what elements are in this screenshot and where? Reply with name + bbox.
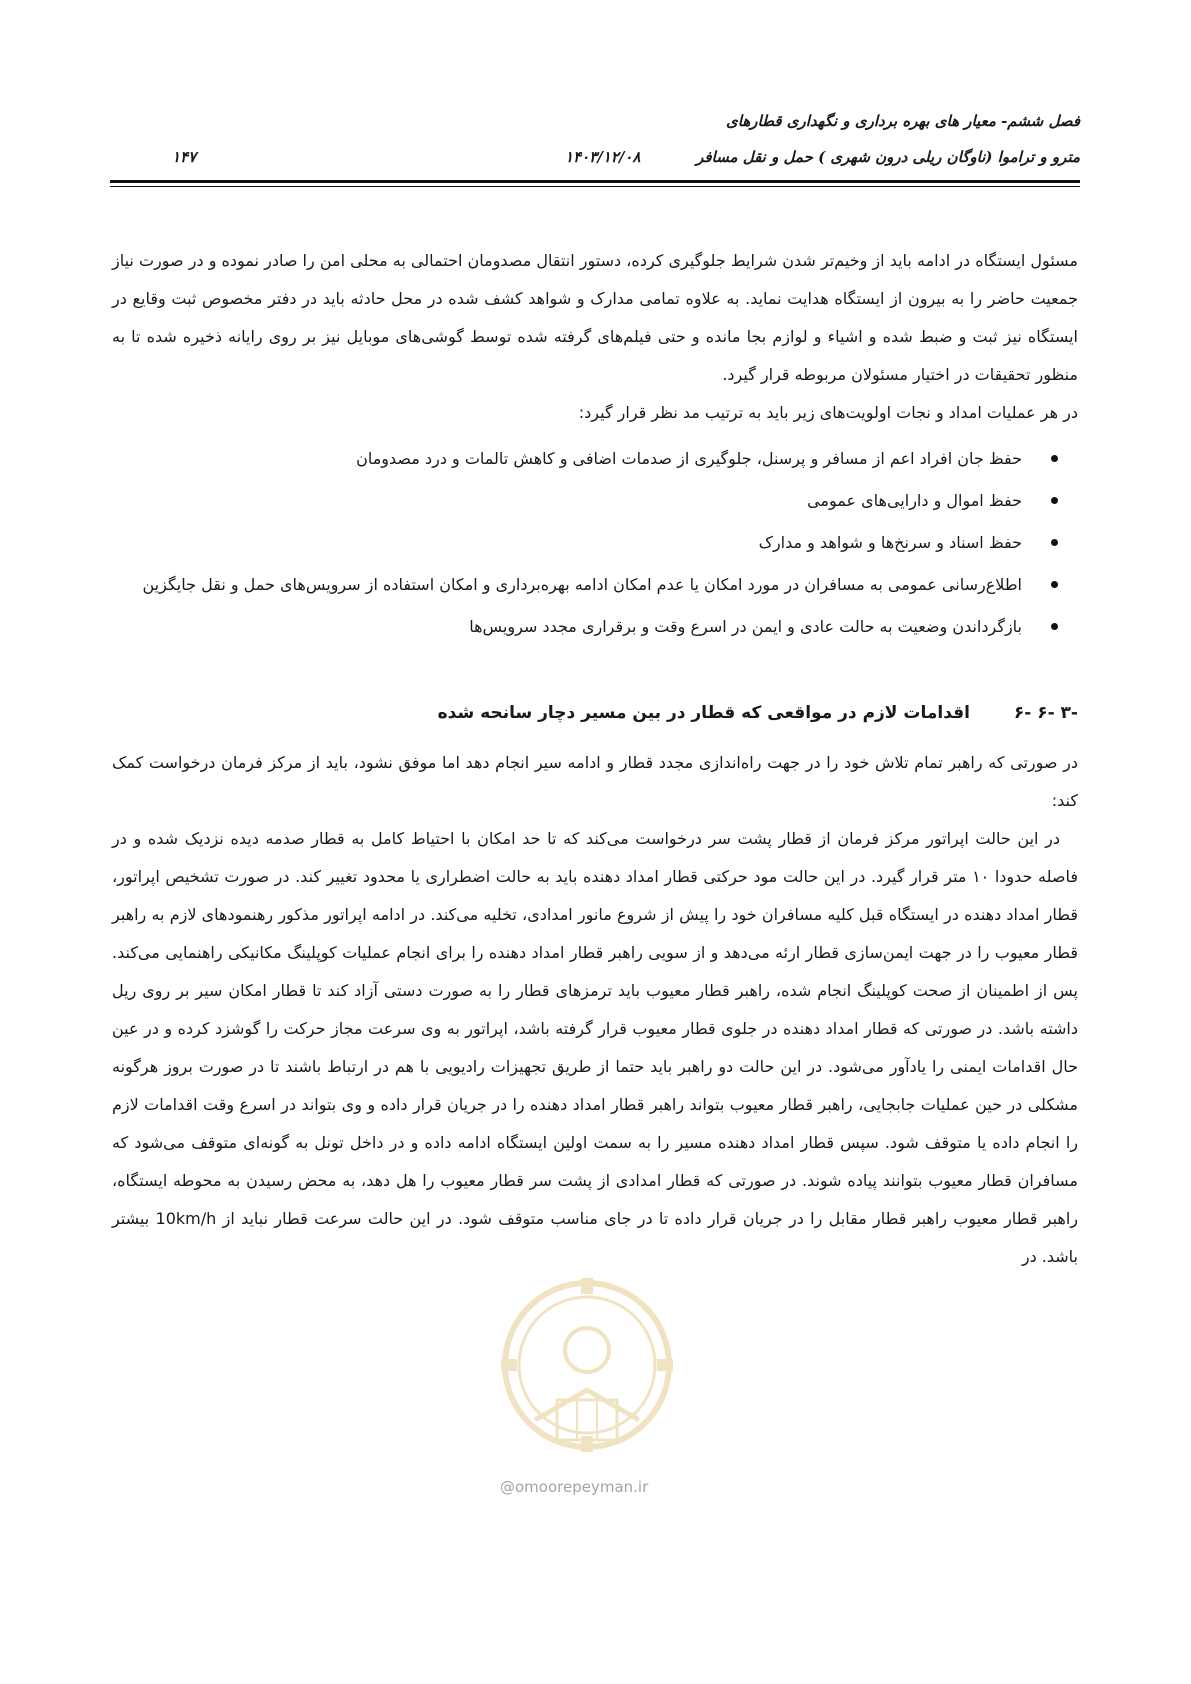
section-paragraph-1: در صورتی که راهبر تمام تلاش خود را در جهت راه‌اندازی مجدد قطار و ادامه سیر انجام دهد اما موفق نشود، باید از مرکز فرمان درخواست کمک کند: xyxy=(112,753,1078,810)
list-item-text: بازگرداندن وضعیت به حالت عادی و ایمن در اسرع وقت و برقراری مجدد سرویس‌ها xyxy=(469,617,1022,636)
header-rule-thick xyxy=(110,180,1080,183)
intro-paragraph: مسئول ایستگاه در ادامه باید از وخیم‌تر شدن شرایط جلوگیری کرده، دستور انتقال مصدومان احتمالی به محلی امن را صادر نموده و در صورت نیاز جمعیت حاضر را به بیرون از ایستگاه هدایت نماید. به علاوه تمامی مدارک و شواهد کشف شده در محل حادثه باید در دفتر مخصوص ثبت وقایع در ایستگاه نیز ثبت و ضبط شده و اشیاء و لوازم بجا مانده و حتی فیلم‌های گرفته شده توسط گوشی‌های موبایل نیز بر روی رایانه ذخیره شده تا به منظور تحقیقات در اختیار مسئولان مربوطه قرار گیرد. xyxy=(112,251,1078,384)
priorities-intro: در هر عملیات امداد و نجات اولویت‌های زیر باید به ترتیب مد نظر قرار گیرد: xyxy=(578,403,1078,422)
list-item xyxy=(112,438,1022,480)
watermark-url: @omoorepeyman.ir xyxy=(500,1478,649,1496)
list-item xyxy=(112,564,1022,606)
bullet-icon xyxy=(1051,623,1058,630)
bullet-icon xyxy=(1051,581,1058,588)
section-paragraph-2: در این حالت اپراتور مرکز فرمان از قطار پشت سر درخواست می‌کند که تا حد امکان با احتیاط کامل به قطار صدمه دیده نزدیک شده و در فاصله حدودا ۱۰ متر قرار گیرد. در این حالت مود حرکتی قطار امداد دهنده باید به حالت اضطراری یا محدود تغییر کند. در صورت تشخیص اپراتور، قطار امداد دهنده در ایستگاه قبل کلیه مسافران خود را پیش از شروع مانور امدادی، تخلیه می‌کند. در ادامه اپراتور مذکور رهنمودهای لازم به راهبر قطار معیوب را در جهت ایمن‌سازی قطار ارئه می‌دهد و از سویی راهبر قطار امداد دهنده را برای انجام عملیات کوپلینگ مکانیکی راهنمایی می‌کند. پس از اطمینان از صحت کوپلینگ انجام شده، راهبر قطار معیوب باید ترمزهای قطار را به صورت دستی آزاد کند تا قطار امکان سیر بر روی ریل داشته باشد. در صورتی که قطار امداد دهنده در جلوی قطار معیوب قرار گرفته باشد، اپراتور به وی سرعت مجاز حرکت را گوشزد کرده و در عین حال اقدامات ایمنی را یادآور می‌شود. در این حالت دو راهبر باید حتما از طریق تجهیزات رادیویی با هم در ارتباط باشند تا در صورت بروز هرگونه مشکلی در حین عملیات جابجایی، راهبر قطار معیوب بتواند راهبر قطار امداد دهنده را در جریان قرار داده و وی بتواند در اسرع وقت اقدامات لازم را انجام داده یا متوقف شود. سپس قطار امداد دهنده مسیر را به سمت اولین ایستگاه ادامه داده و در داخل تونل به گونه‌ای متوقف می‌شود که مسافران قطار معیوب بتوانند پیاده شوند. در صورتی که قطار امدادی از پشت سر قطار معیوب را هل دهد، به محض رسیدن به محوطه ایستگاه، راهبر قطار معیوب راهبر قطار مقابل را در جریان قرار داده تا در جای مناسب متوقف شود. در این حالت سرعت قطار نباید از 10km/h بیشتر باشد. در xyxy=(112,829,1079,1266)
list-item-text: حفظ اسناد و سرنخ‌ها و شواهد و مدارک xyxy=(758,533,1022,552)
watermark-logo-icon xyxy=(495,1270,680,1470)
section-title: اقدامات لازم در مواقعی که قطار در بین مسیر دچار سانحه شده xyxy=(437,703,970,723)
list-item-text: اطلاع‌رسانی عمومی به مسافران در مورد امکان یا عدم امکان ادامه بهره‌برداری و امکان استفاده از سرویس‌های حمل و نقل جایگزین xyxy=(142,575,1022,594)
list-item-text: حفظ جان افراد اعم از مسافر و پرسنل، جلوگیری از صدمات اضافی و کاهش تالمات و درد مصدومان xyxy=(356,449,1022,468)
list-item-text: حفظ اموال و دارایی‌های عمومی xyxy=(807,491,1022,510)
section-number: ۶- ۶- ۳- xyxy=(1013,703,1078,723)
list-item xyxy=(112,522,1022,564)
chapter-title: فصل ششم- معیار های بهره برداری و نگهداری قطارهای xyxy=(726,112,1080,130)
header-rule-thin xyxy=(110,186,1080,187)
priorities-list xyxy=(112,438,1078,648)
bullet-icon xyxy=(1051,455,1058,462)
list-item xyxy=(112,606,1022,648)
header-date: ۱۴۰۳/۱۲/۰۸ xyxy=(565,148,641,166)
chapter-subtitle: مترو و تراموا (ناوگان ریلی درون شهری ) حمل و نقل مسافر xyxy=(696,148,1080,166)
list-item xyxy=(112,480,1022,522)
page-number: ۱۴۷ xyxy=(172,148,197,166)
bullet-icon xyxy=(1051,497,1058,504)
page-body xyxy=(112,242,1078,1276)
section-heading xyxy=(112,694,1078,734)
bullet-icon xyxy=(1051,539,1058,546)
